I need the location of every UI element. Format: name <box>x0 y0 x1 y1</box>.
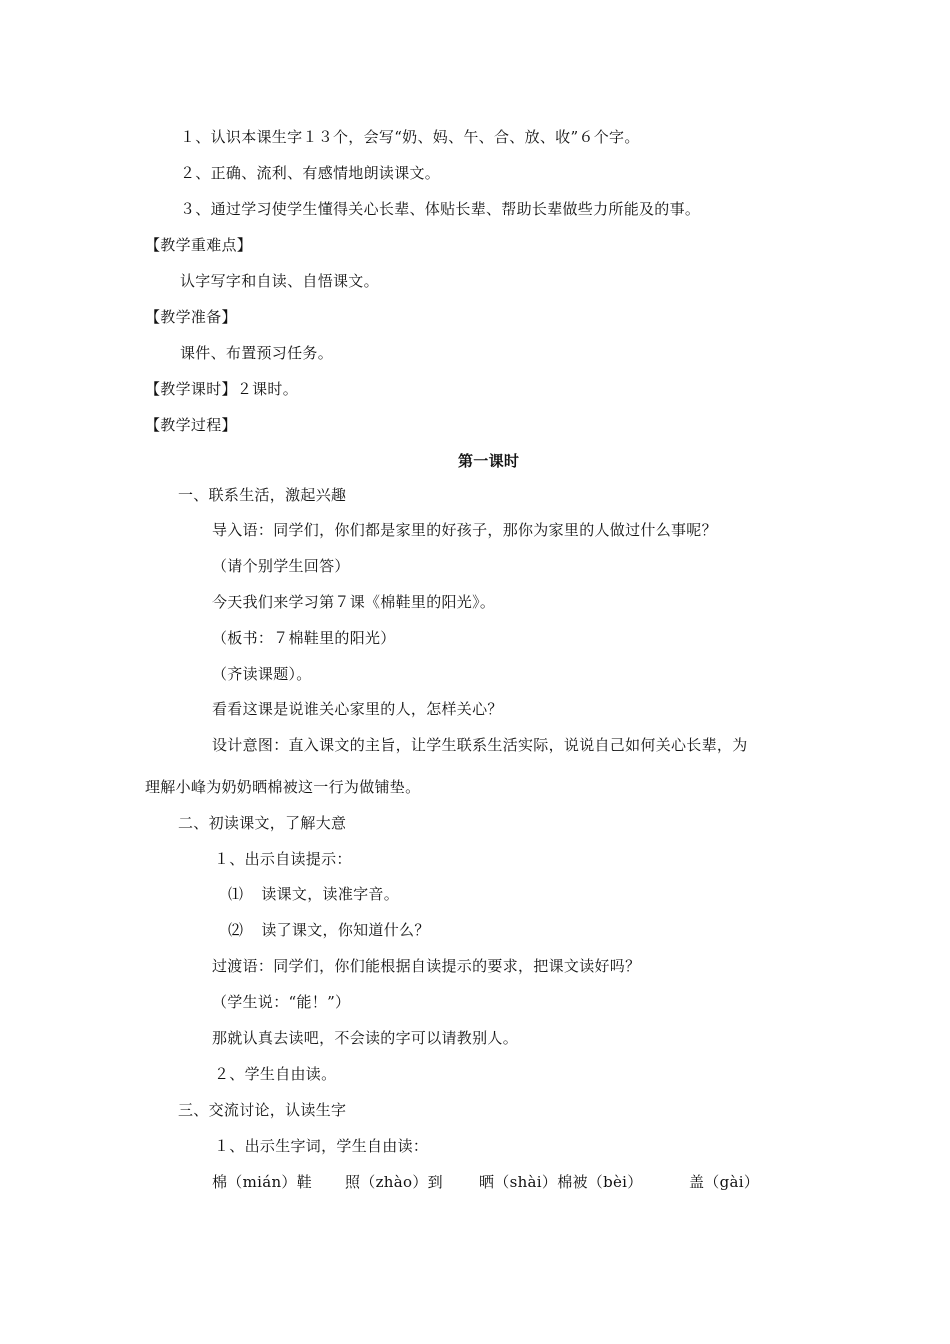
objective-3: ３、通过学习使学生懂得关心长辈、体贴长辈、帮助长辈做些力所能及的事。 <box>180 200 701 218</box>
part1-line-2: （请个别学生回答） <box>212 557 350 575</box>
part2-title: 二、初读课文，了解大意 <box>178 814 347 832</box>
part1-line-4: （板书：７棉鞋里的阳光） <box>212 629 396 647</box>
part2-step-1: １、出示自读提示： <box>214 850 352 868</box>
tip-1-number: ⑴ <box>228 885 244 903</box>
periods-line <box>145 379 298 399</box>
periods-text: ２课时。 <box>236 380 299 398</box>
vocab-word-3: 晒（shài）棉被（bèi） <box>479 1173 643 1191</box>
tip-2-text: 读了课文，你知道什么？ <box>261 921 430 939</box>
objective-1: １、认识本课生字１３个，会写“奶、妈、午、合、放、收”６个字。 <box>180 128 640 146</box>
part2-line-2: （学生说：“能！”） <box>212 993 351 1011</box>
part1-title: 一、联系生活，激起兴趣 <box>178 486 347 504</box>
tip-1 <box>228 884 399 904</box>
tip-2 <box>228 920 430 940</box>
vocab-word-4: 盖（gài） <box>689 1173 760 1191</box>
part1-line-5: （齐读课题）。 <box>212 665 312 683</box>
part1-line-1: 导入语：同学们，你们都是家里的好孩子，那你为家里的人做过什么事呢？ <box>212 521 717 539</box>
lesson-title: 第一课时 <box>458 452 520 470</box>
part2-line-3: 那就认真去读吧，不会读的字可以请教别人。 <box>212 1029 519 1047</box>
periods-label: 【教学课时】 <box>145 380 237 398</box>
preparation-label: 【教学准备】 <box>145 308 237 326</box>
design-intent-line-1: 设计意图：直入课文的主旨，让学生联系生活实际，说说自己如何关心长辈，为 <box>212 736 748 754</box>
part1-line-6: 看看这课是说谁关心家里的人，怎样关心？ <box>212 700 503 718</box>
tip-2-number: ⑵ <box>228 921 244 939</box>
key-points-text: 认字写字和自读、自悟课文。 <box>180 272 379 290</box>
objective-2: ２、正确、流利、有感情地朗读课文。 <box>180 164 441 182</box>
process-label: 【教学过程】 <box>145 416 237 434</box>
part2-step-2: ２、学生自由读。 <box>214 1065 337 1083</box>
key-points-label: 【教学重难点】 <box>145 236 253 254</box>
part1-line-3: 今天我们来学习第７课《棉鞋里的阳光》。 <box>212 593 496 611</box>
part2-line-1: 过渡语：同学们，你们能根据自读提示的要求，把课文读好吗？ <box>212 957 641 975</box>
preparation-text: 课件、布置预习任务。 <box>180 344 334 362</box>
vocab-word-2: 照（zhào）到 <box>345 1173 443 1191</box>
tip-1-text: 读课文，读准字音。 <box>261 885 400 903</box>
part3-title: 三、交流讨论，认读生字 <box>178 1101 347 1119</box>
design-intent-line-2: 理解小峰为奶奶晒棉被这一行为做铺垫。 <box>145 778 421 796</box>
part3-step-1: １、出示生字词，学生自由读： <box>214 1137 429 1155</box>
vocab-word-1: 棉（mián）鞋 <box>212 1173 313 1191</box>
